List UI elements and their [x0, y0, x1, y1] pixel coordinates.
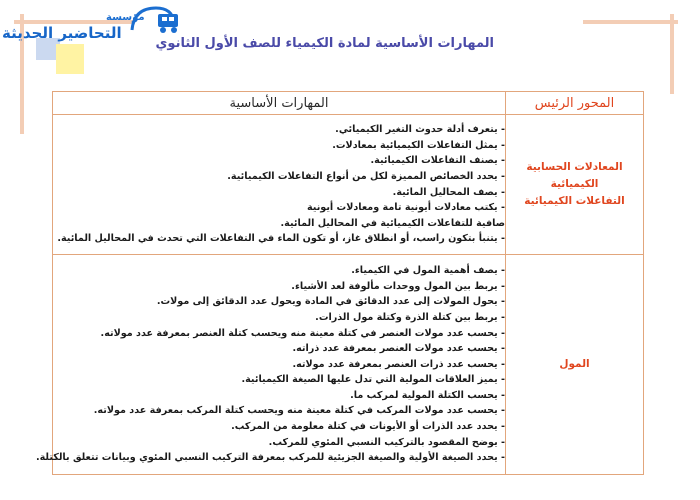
- list-item: - يحسب عدد مولات المركب في كتلة معينة منه ويحسب كتلة المركب بمعرفة عدد مولاته.: [53, 403, 505, 419]
- axis-label: التفاعلات الكيميائية: [524, 195, 625, 207]
- table-header-row: [53, 92, 644, 115]
- list-item: - يميز العلاقات المولية التي تدل عليها الصيغة الكيميائية.: [53, 372, 505, 388]
- axis-cell: [506, 255, 644, 475]
- list-item: صافية للتفاعلات الكيميائية في المحاليل المائية.: [280, 217, 505, 229]
- list-item: - يحسب عدد مولات العنصر بمعرفة عدد ذراته.: [53, 341, 505, 357]
- list-item: - يربط بين المول ووحدات مألوفة لعد الأشياء.: [53, 279, 505, 295]
- axis-label: المول: [559, 358, 590, 370]
- list-item: - يحدد الصيغة الأولية والصيغة الجزيئية للمركب بمعرفة التركيب النسبي المئوي وبيانات تتعلق بالكتلة.: [53, 450, 505, 466]
- decorative-square: [56, 44, 84, 74]
- list-item: - يوضح المقصود بالتركيب النسبي المئوي للمركب.: [53, 435, 505, 451]
- list-item: - يحول المولات إلى عدد الدقائق في المادة ويحول عدد الدقائق إلى مولات.: [53, 294, 505, 310]
- publisher-logo: [2, 4, 180, 44]
- list-item: - يمثل التفاعلات الكيميائية بمعادلات.: [53, 138, 505, 154]
- axis-cell: [506, 115, 644, 255]
- axis-label: المعادلات الحسابية الكيميائية: [526, 161, 623, 190]
- list-item: - يتنبأ بتكون راسب، أو انطلاق غاز، أو تكون الماء في التفاعلات التي تحدث في المحاليل المائية.: [53, 231, 505, 247]
- header-axis: المحور الرئيس: [506, 92, 644, 115]
- page-title: المهارات الأساسية لمادة الكيمياء للصف الأول الثانوي: [155, 36, 494, 51]
- corner-decoration: [583, 20, 678, 24]
- list-item: - يحسب الكتلة المولية لمركب ما.: [53, 388, 505, 404]
- list-item: - يصف أهمية المول في الكيمياء.: [53, 263, 505, 279]
- logo-org-text: مؤسسة: [106, 12, 145, 23]
- list-item: - يحسب عدد مولات العنصر في كتلة معينة منه ويحسب كتلة العنصر بمعرفة عدد مولاته.: [53, 326, 505, 342]
- list-item: - يصنف التفاعلات الكيميائية.: [53, 153, 505, 169]
- list-item: - يتعرف أدلة حدوث التغير الكيميائي.: [53, 122, 505, 138]
- list-item: - يحسب عدد ذرات العنصر بمعرفة عدد مولاته.: [53, 357, 505, 373]
- corner-decoration: [670, 14, 674, 94]
- logo-name-text: التحاضير الحديثة: [2, 24, 122, 42]
- list-item: - يكتب معادلات أيونية تامة ومعادلات أيونية: [53, 200, 505, 216]
- skills-list: [53, 122, 505, 247]
- list-item: - يصف المحاليل المائية.: [53, 185, 505, 201]
- list-item: - يربط بين كتلة الذرة وكتلة مول الذرات.: [53, 310, 505, 326]
- header-skills: المهارات الأساسية: [53, 92, 506, 115]
- list-item: - يحدد الخصائص المميزة لكل من أنواع التفاعلات الكيميائية.: [53, 169, 505, 185]
- skills-table: [35, 91, 644, 475]
- list-item: - يحدد عدد الذرات أو الأيونات في كتلة معلومة من المركب.: [53, 419, 505, 435]
- skills-list: [35, 263, 505, 466]
- skills-cell: [53, 115, 506, 255]
- table-row: [53, 115, 644, 255]
- table-row: [53, 255, 644, 475]
- skills-cell: [35, 255, 506, 475]
